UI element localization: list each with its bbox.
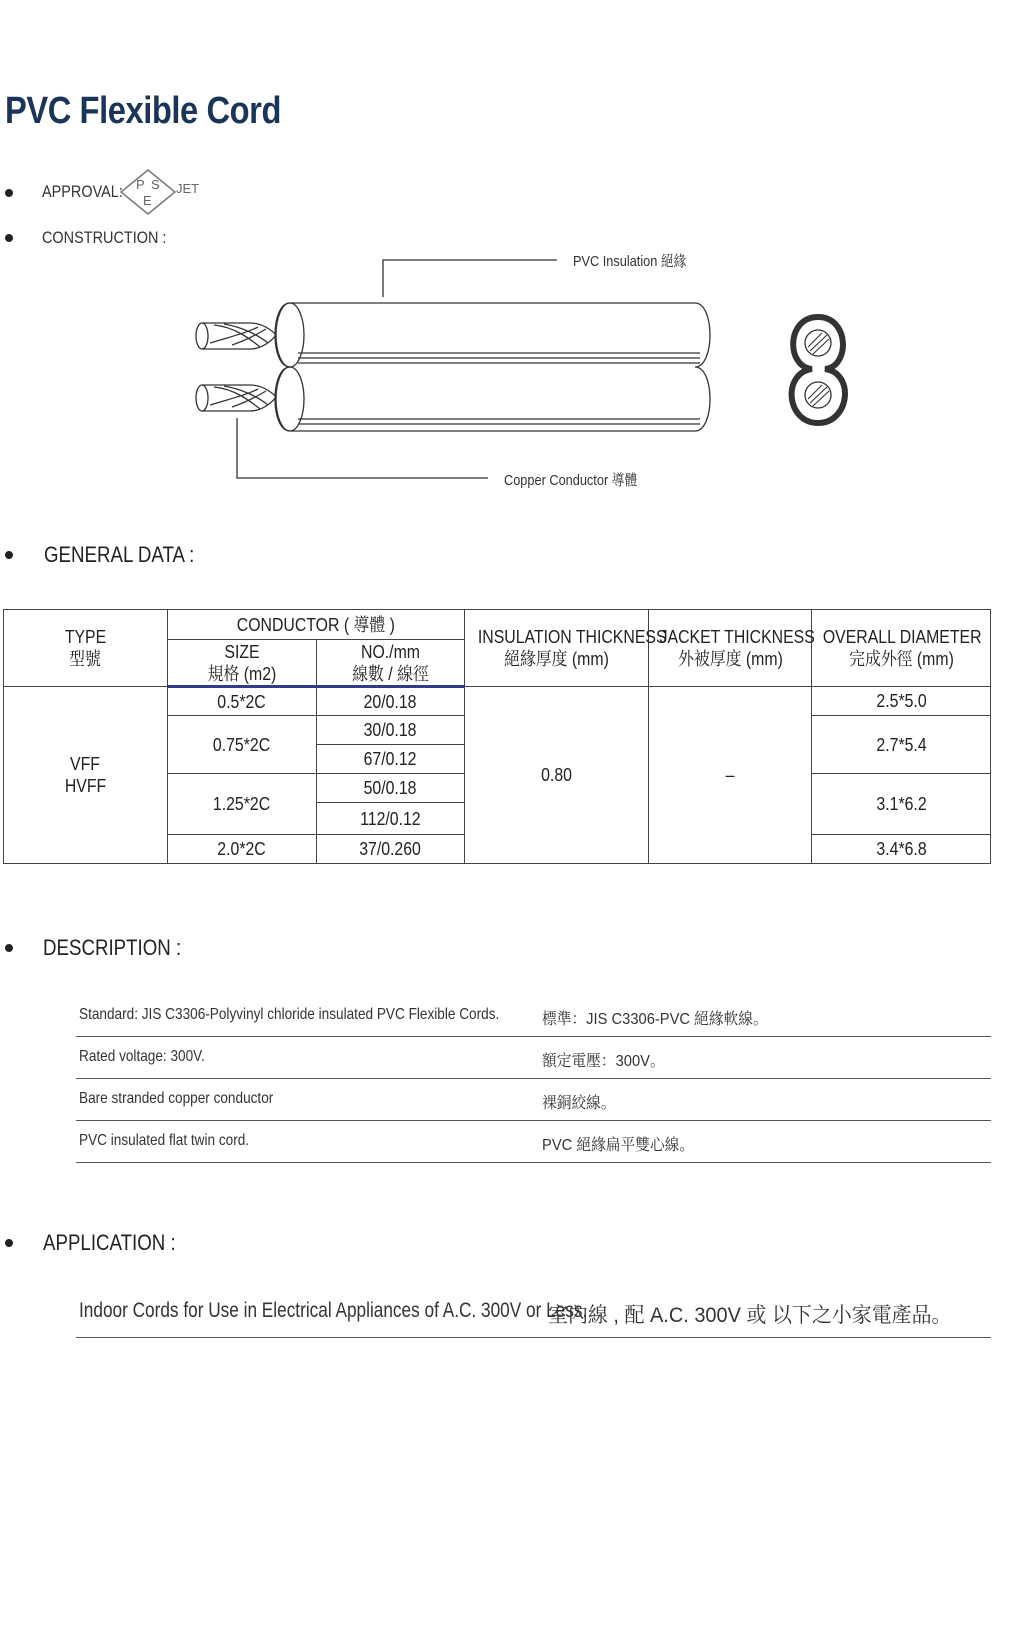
size-value: 0.75*2C	[213, 734, 271, 755]
strand-value: 50/0.18	[364, 778, 417, 798]
page-title: PVC Flexible Cord	[5, 90, 281, 132]
insulation-cell	[465, 687, 649, 864]
header-insulation	[465, 610, 667, 687]
header-diameter-zh: 完成外徑 (mm)	[848, 649, 954, 669]
cable-diagram	[180, 255, 880, 505]
description-en: Rated voltage: 300V.	[79, 1048, 205, 1065]
type-value: VFF	[70, 754, 101, 774]
strand-cell	[316, 835, 465, 864]
header-diameter	[812, 610, 991, 687]
description-zh: PVC 絕緣扁平雙心線。	[542, 1137, 695, 1154]
description-row	[76, 994, 991, 1037]
description-zh: 額定電壓：300V。	[542, 1053, 665, 1070]
bullet	[5, 551, 13, 559]
jacket-cell	[649, 687, 812, 864]
size-value: 0.5*2C	[217, 691, 266, 712]
header-insulation-en: INSULATION THICKNESS	[478, 627, 667, 647]
application-en: Indoor Cords for Use in Electrical Appliances of A.C. 300V or Less.	[79, 1299, 588, 1322]
conductor-callout: Copper Conductor 導體	[504, 472, 638, 489]
diameter-value: 3.1*6.2	[875, 794, 927, 814]
strand-value: 67/0.12	[364, 749, 417, 769]
diameter-value: 2.5*5.0	[875, 691, 927, 711]
insulation-callout: PVC Insulation 絕緣	[573, 253, 687, 270]
strand-value: 112/0.12	[360, 808, 421, 829]
description-en: Bare stranded copper conductor	[79, 1090, 274, 1107]
header-jacket-zh: 外被厚度 (mm)	[677, 649, 783, 669]
insulation-value: 0.80	[541, 765, 573, 785]
diameter-cell	[812, 774, 991, 835]
strand-cell	[316, 774, 465, 803]
header-type-zh: 型號	[69, 649, 102, 669]
size-cell	[167, 835, 316, 864]
header-conductor-text: CONDUCTOR ( 導體 )	[237, 614, 396, 635]
description-row	[76, 1036, 991, 1079]
type-value: HVFF	[64, 776, 107, 796]
header-conductor	[167, 610, 465, 640]
bullet	[5, 944, 13, 952]
description-zh: 裸銅絞線。	[542, 1095, 616, 1112]
description-row	[76, 1078, 991, 1121]
header-jacket	[649, 610, 816, 687]
header-size	[167, 640, 316, 687]
diameter-cell	[812, 687, 991, 716]
header-strand	[316, 640, 465, 687]
strand-cell	[316, 716, 465, 745]
description-label: DESCRIPTION :	[43, 935, 182, 960]
strand-value: 30/0.18	[364, 720, 417, 740]
pse-letter-p: P	[136, 177, 145, 192]
size-value: 1.25*2C	[213, 794, 271, 814]
application-label: APPLICATION :	[43, 1230, 176, 1255]
header-type	[4, 610, 168, 687]
jacket-value: –	[725, 765, 735, 785]
diameter-value: 2.7*5.4	[875, 734, 927, 755]
pse-mark-icon	[118, 168, 178, 218]
type-cell	[4, 687, 168, 864]
application-zh: 室內線 , 配 A.C. 300V 或 以下之小家電產品。	[548, 1304, 952, 1327]
size-value: 2.0*2C	[217, 839, 266, 859]
diameter-cell	[812, 716, 991, 774]
diameter-value: 3.4*6.8	[875, 839, 927, 859]
strand-cell	[316, 745, 465, 774]
bullet	[5, 189, 13, 197]
approval-label: APPROVAL:	[42, 182, 123, 201]
description-zh: 標準：JIS C3306-PVC 絕緣軟線。	[542, 1011, 768, 1028]
construction-label: CONSTRUCTION :	[42, 228, 167, 247]
description-row	[76, 1120, 991, 1163]
header-diameter-en: OVERALL DIAMETER	[822, 627, 982, 647]
bullet	[5, 1239, 13, 1247]
size-cell	[167, 687, 316, 716]
size-cell	[167, 774, 316, 835]
header-jacket-en: JACKET THICKNESS	[659, 627, 816, 647]
header-size-zh: 規格 (m2)	[207, 663, 277, 684]
header-insulation-zh: 絕緣厚度 (mm)	[504, 649, 610, 669]
description-en: PVC insulated flat twin cord.	[79, 1132, 250, 1149]
size-cell	[167, 716, 316, 774]
header-strand-en: NO./mm	[360, 641, 420, 662]
header-size-en: SIZE	[224, 641, 260, 662]
strand-cell	[316, 687, 465, 716]
header-type-en: TYPE	[64, 627, 107, 647]
general-data-table	[3, 609, 991, 864]
strand-value: 20/0.18	[364, 691, 417, 712]
jet-text: JET	[176, 181, 200, 196]
description-en: Standard: JIS C3306-Polyvinyl chloride insulated PVC Flexible Cords.	[79, 1006, 500, 1023]
header-strand-zh: 線數 / 線徑	[352, 663, 429, 684]
diameter-cell	[812, 835, 991, 864]
pse-letter-s: S	[151, 177, 160, 192]
general-data-label: GENERAL DATA :	[44, 542, 195, 567]
strand-value: 37/0.260	[359, 839, 422, 859]
application-row	[76, 1285, 991, 1338]
bullet	[5, 234, 13, 242]
pse-letter-e: E	[143, 193, 152, 208]
strand-cell	[316, 803, 465, 835]
